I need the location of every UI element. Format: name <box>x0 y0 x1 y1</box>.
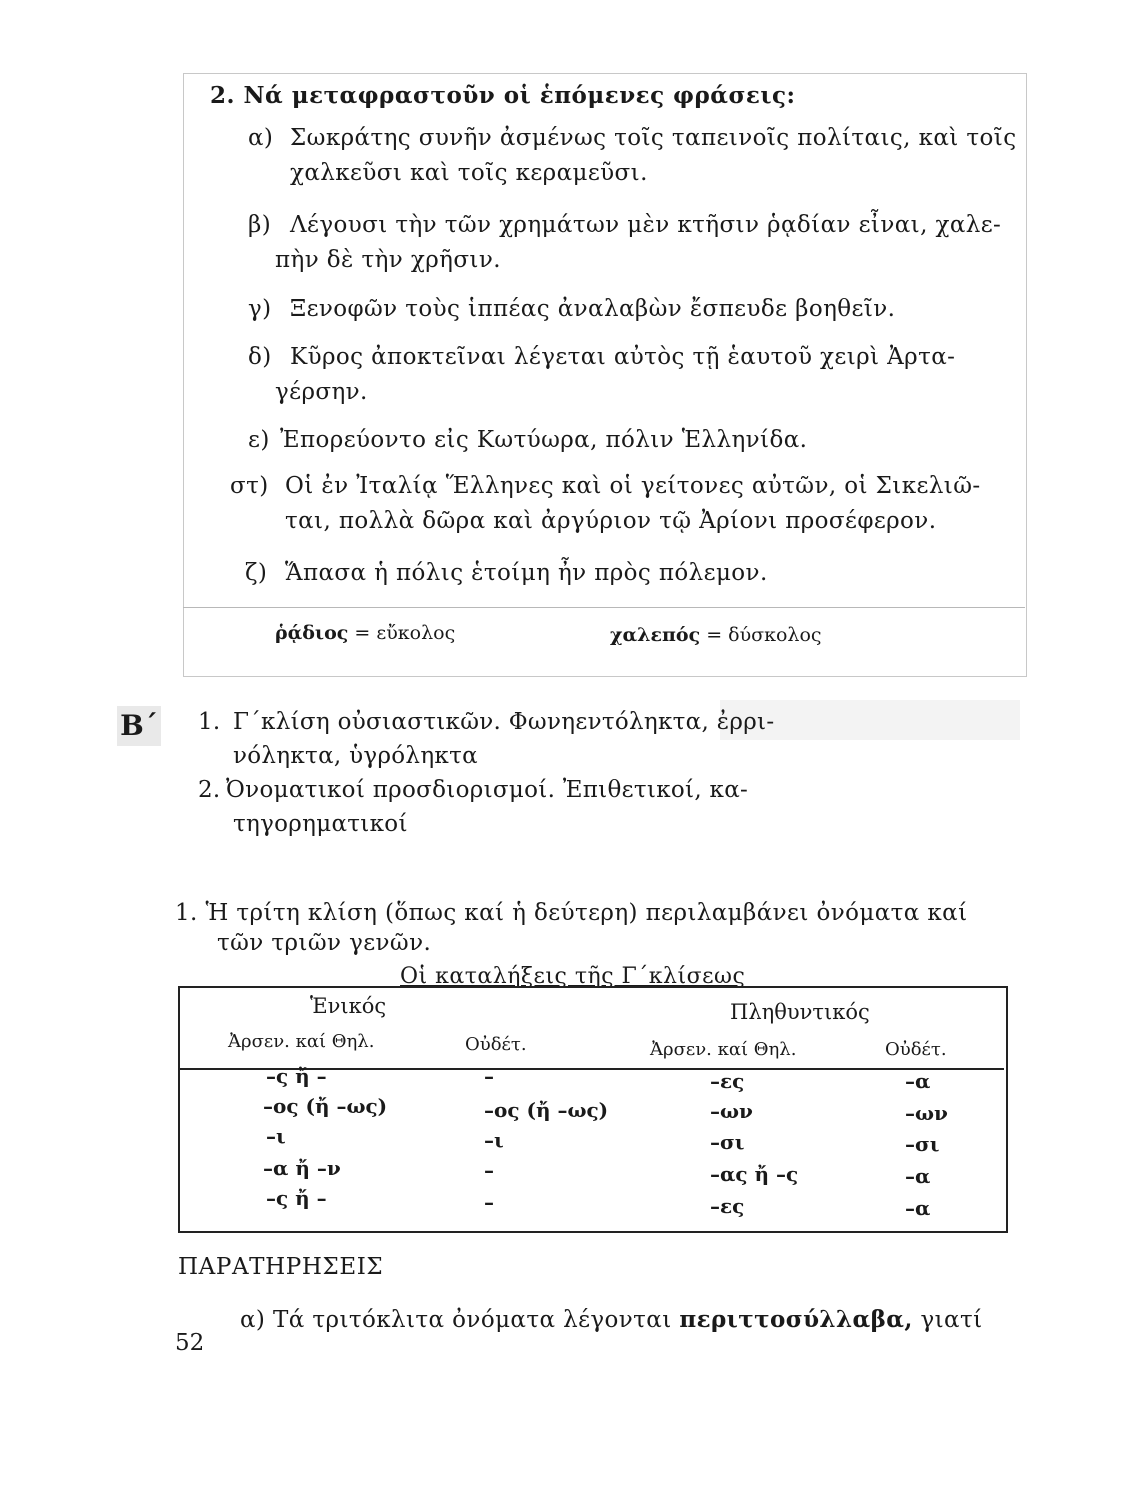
table-cell: – <box>484 1064 494 1088</box>
table-cell: –ων <box>905 1101 948 1125</box>
table-cell: –ς ἤ – <box>266 1186 327 1210</box>
table-cell: –ες <box>710 1069 745 1093</box>
table-cell: –ι <box>484 1128 504 1152</box>
table-cell: –ων <box>710 1099 753 1123</box>
header-plural: Πληθυντικός <box>730 1000 870 1024</box>
glossary-entry-2: χαλεπός = δύσκολος <box>610 624 822 646</box>
table-cell: –ι <box>266 1124 286 1148</box>
subheader-neut-sg: Οὐδέτ. <box>465 1034 527 1055</box>
table-cell: –α ἤ –ν <box>263 1156 341 1180</box>
table-caption: Οἱ καταλήξεις τῆς Γ΄κλίσεως <box>400 964 746 989</box>
subheader-neut-pl: Οὐδέτ. <box>885 1039 947 1060</box>
page-number: 52 <box>175 1330 205 1356</box>
glossary-entry-1: ῥᾴδιος = εὔκολος <box>275 622 456 644</box>
table-cell: –σι <box>905 1132 940 1156</box>
exercise-title: 2. Νά μεταφραστοῦν οἱ ἑπόμενες φράσεις: <box>210 82 796 109</box>
table-cell: –ς ἤ – <box>266 1064 327 1088</box>
table-cell: –ος (ἤ –ως) <box>484 1098 609 1122</box>
table-cell: –ος (ἤ –ως) <box>263 1094 388 1118</box>
table-cell: –ας ἤ –ς <box>710 1162 799 1186</box>
section-b-marker: Β΄ <box>117 706 161 746</box>
table-cell: – <box>484 1158 494 1182</box>
glossary-divider <box>183 607 1025 608</box>
table-cell: –α <box>905 1164 931 1188</box>
table-cell: – <box>484 1190 494 1214</box>
subheader-masc-fem-pl: Ἀρσεν. καί Θηλ. <box>650 1039 797 1060</box>
table-cell: –σι <box>710 1130 745 1154</box>
subheader-masc-fem-sg: Ἀρσεν. καί Θηλ. <box>228 1031 375 1052</box>
table-cell: –ες <box>710 1194 745 1218</box>
header-singular: Ἑνικός <box>310 994 387 1018</box>
notes-heading: ΠΑΡΑΤΗΡΗΣΕΙΣ <box>178 1254 384 1280</box>
notes-item-a: α) Τά τριτόκλιτα ὀνόματα λέγονται περιττοσύλλαβα, γιατί <box>240 1306 983 1333</box>
table-cell: –α <box>905 1069 931 1093</box>
table-cell: –α <box>905 1196 931 1220</box>
